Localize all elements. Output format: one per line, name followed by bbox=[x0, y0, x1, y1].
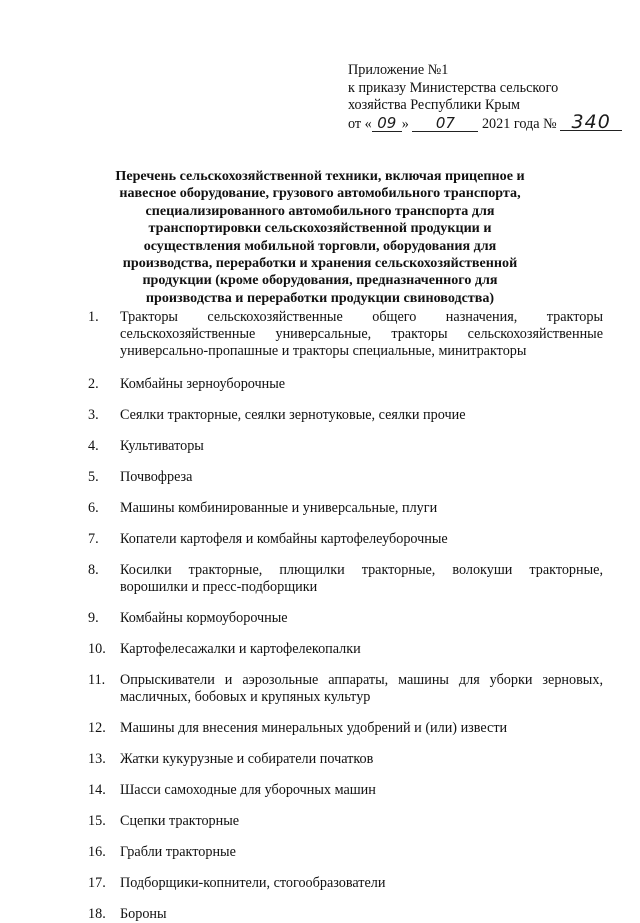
list-item bbox=[88, 844, 603, 861]
handwritten-order-number: 340 bbox=[560, 115, 622, 131]
list-item-number: 9. bbox=[88, 610, 99, 626]
list-item bbox=[88, 376, 603, 393]
list-item-text: Косилки тракторные, плющилки тракторные, волокуши тракторные, ворошилки и пресс-подборщики bbox=[120, 562, 603, 595]
list-item-number: 5. bbox=[88, 469, 99, 485]
list-item bbox=[88, 438, 603, 455]
list-item-text: Культиваторы bbox=[120, 438, 204, 454]
list-item-text: Почвофреза bbox=[120, 469, 193, 485]
list-item bbox=[88, 875, 603, 892]
list-item bbox=[88, 531, 603, 548]
list-item-text: Опрыскиватели и аэрозольные аппараты, машины для уборки зерновых, масличных, бобовых и крупяных культур bbox=[120, 672, 603, 705]
annex-title: Приложение №1 bbox=[348, 62, 449, 78]
handwritten-month: 07 bbox=[412, 116, 478, 132]
list-item bbox=[88, 672, 603, 706]
list-item-text: Комбайны зерноуборочные bbox=[120, 376, 286, 392]
list-item-number: 10. bbox=[88, 641, 106, 657]
annex-order-line: к приказу Министерства сельского bbox=[348, 79, 559, 96]
list-item-text: Машины для внесения минеральных удобрений и (или) извести bbox=[120, 720, 508, 736]
list-item bbox=[88, 469, 603, 486]
list-item-number: 12. bbox=[88, 720, 106, 736]
date-prefix: от « bbox=[348, 115, 372, 132]
list-item-text: Сцепки тракторные bbox=[120, 813, 240, 829]
list-item bbox=[88, 610, 603, 627]
list-item bbox=[88, 782, 603, 799]
list-item-number: 6. bbox=[88, 500, 99, 516]
list-item-text: Бороны bbox=[120, 906, 167, 922]
list-item bbox=[88, 751, 603, 768]
list-item-number: 8. bbox=[88, 562, 99, 578]
handwritten-day: 09 bbox=[372, 116, 402, 132]
list-item-text: Тракторы сельскохозяйственные общего назначения, тракторы сельскохозяйственные универсальные, тракторы сельскохозяйственные универсально-пропашные и тракторы специальные, минитракторы bbox=[120, 309, 603, 359]
list-item-text: Картофелесажалки и картофелекопалки bbox=[120, 641, 361, 657]
list-item-text: Комбайны кормоуборочные bbox=[120, 610, 288, 626]
list-item-number: 15. bbox=[88, 813, 106, 829]
list-item-text: Шасси самоходные для уборочных машин bbox=[120, 782, 376, 798]
list-item bbox=[88, 562, 603, 596]
list-item-number: 13. bbox=[88, 751, 106, 767]
year-text: 2021 года № bbox=[481, 115, 557, 132]
list-item bbox=[88, 500, 603, 517]
list-item-number: 3. bbox=[88, 407, 99, 423]
list-item-number: 4. bbox=[88, 438, 99, 454]
list-item-number: 1. bbox=[88, 309, 99, 325]
list-item bbox=[88, 309, 603, 360]
list-item-number: 17. bbox=[88, 875, 106, 891]
list-item-number: 18. bbox=[88, 906, 106, 922]
list-item-number: 7. bbox=[88, 531, 99, 547]
annex-header bbox=[348, 62, 628, 133]
list-item-number: 11. bbox=[88, 672, 106, 688]
equipment-list bbox=[88, 309, 603, 923]
list-item-text: Грабли тракторные bbox=[120, 844, 236, 860]
list-item-number: 14. bbox=[88, 782, 106, 798]
list-item-text: Сеялки тракторные, сеялки зернотуковые, сеялки прочие bbox=[120, 407, 466, 423]
list-item-text: Машины комбинированные и универсальные, плуги bbox=[120, 500, 438, 516]
list-item-number: 16. bbox=[88, 844, 106, 860]
list-item-text: Подборщики-копнители, стогообразователи bbox=[120, 875, 386, 891]
list-item-number: 2. bbox=[88, 376, 99, 392]
list-item bbox=[88, 407, 603, 424]
annex-date-line bbox=[348, 110, 628, 134]
annex-ministry-line: хозяйства Республики Крым bbox=[348, 97, 521, 113]
list-item-text: Жатки кукурузные и собиратели початков bbox=[120, 751, 374, 767]
list-item bbox=[88, 813, 603, 830]
list-item-text: Копатели картофеля и комбайны картофелеуборочные bbox=[120, 531, 448, 547]
list-item bbox=[88, 906, 603, 923]
list-item bbox=[88, 720, 603, 737]
document-title: Перечень сельскохозяйственной техники, включая прицепное и навесное оборудование, грузового автомобильного транспорта, специализированного автомобильного транспорта для транспортировки сельскохозяйственной продукции и осуществления мобильной торговли, оборудования для производства, переработки и хранения сельскохозяйственной продукции (кроме оборудования, предназначенного для производства и переработки продукции свиноводства) bbox=[115, 168, 525, 306]
date-close: » bbox=[401, 115, 409, 132]
list-item bbox=[88, 641, 603, 658]
